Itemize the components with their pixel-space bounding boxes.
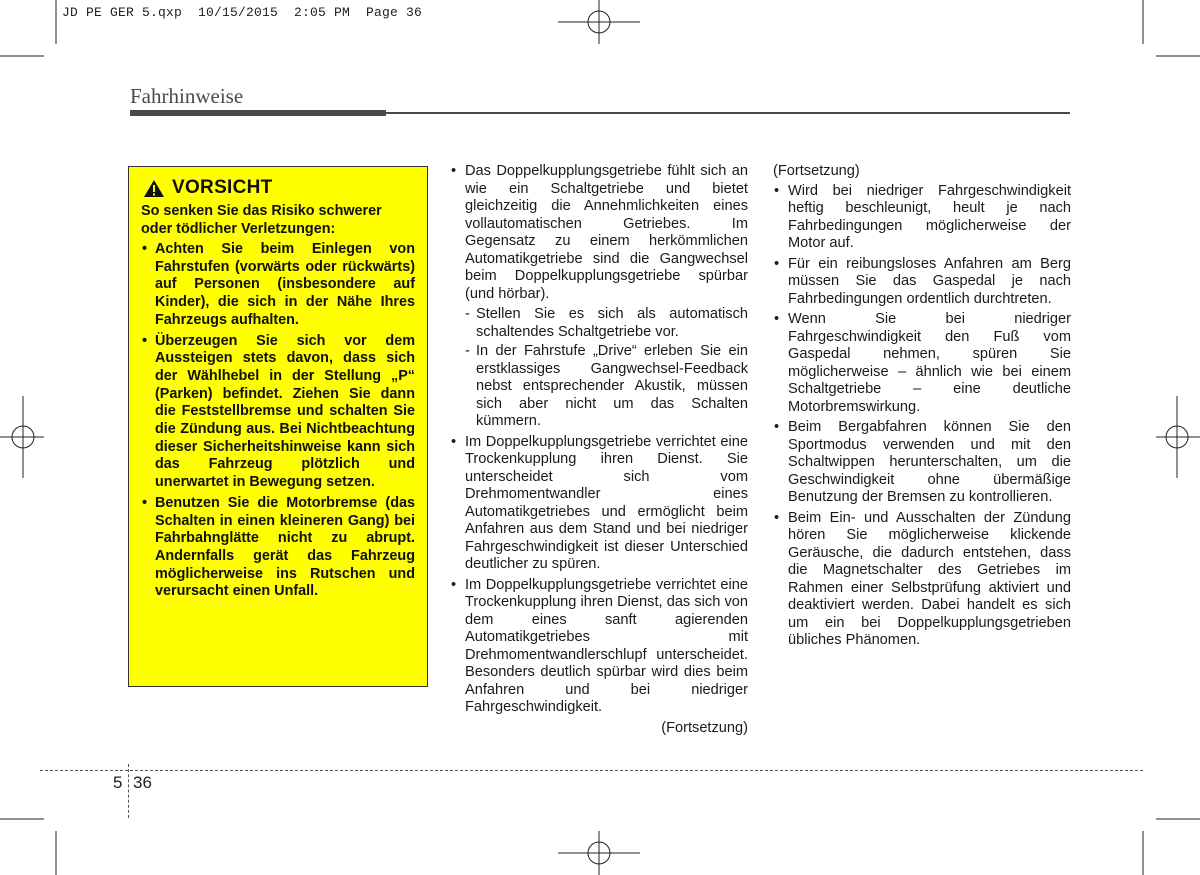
- warning-list: [141, 241, 415, 601]
- page-number: 36: [133, 773, 152, 792]
- list-item: • Im Doppelkupplungsgetriebe verrichtet eine Trockenkupplung ihren Dienst. Sie unterscheidet sich vom Drehmomentwandler eines Automatikgetriebes und ermöglicht beim Anfahren aus dem Stand und bei niedriger Fahrgeschwindigkeit ist dieser Unterschied deutlicher zu spüren.: [450, 434, 748, 574]
- warning-item: • Überzeugen Sie sich vor dem Aussteigen stets davon, dass sich der Wählhebel in der Stellung „P“ (Parken) befindet. Ziehen Sie dann die Feststellbremse und schalten Sie die Zündung aus. Bei Nichtbeachtung dieser Sicherheitshinweise kann sich das Fahrzeug plötzlich und unerwartet in Bewegung setzen.: [141, 333, 415, 492]
- list-item: • Wird bei niedriger Fahrgeschwindigkeit heftig beschleunigt, heult je nach Fahrbedingungen möglicherweise der Motor auf.: [773, 183, 1071, 253]
- warning-header: [143, 177, 415, 199]
- chapter-number: 5: [113, 773, 123, 792]
- warning-item: • Benutzen Sie die Motorbremse (das Schalten in einen kleineren Gang) bei Fahrbahnglätte nicht zu abrupt. Andernfalls gerät das Fahrzeug möglicherweise ins Rutschen und verursacht einen Unfall.: [141, 495, 415, 601]
- right-column: [773, 163, 1071, 653]
- middle-column: [450, 163, 748, 737]
- list-item: [450, 163, 748, 431]
- warning-intro: So senken Sie das Risiko schwerer oder tödlicher Verletzungen:: [141, 203, 382, 237]
- continued-label: (Fortsetzung): [661, 719, 748, 736]
- sub-list-item: - Stellen Sie es sich als automatisch schaltendes Schaltgetriebe vor.: [450, 306, 748, 341]
- warning-triangle-icon: [143, 179, 165, 198]
- registration-mark-top: [558, 0, 640, 44]
- footer-page-divider: [128, 764, 129, 818]
- list-item: • Im Doppelkupplungsgetriebe verrichtet eine Trockenkupplung ihren Dienst, das sich von dem eines sanft agierenden Automatikgetriebes mit Drehmomentwandlerschlupf unterscheidet. Besonders deutlich spürbar wird dies beim Anfahren und bei niedriger Fahrgeschwindigkeit.: [450, 577, 748, 717]
- warning-box: [128, 166, 428, 687]
- section-rule-thick: [130, 110, 386, 116]
- registration-mark-right: [1156, 396, 1200, 478]
- list-item-text: Das Doppelkupplungsgetriebe fühlt sich an wie ein Schaltgetriebe und bietet gleichzeitig die Annehmlichkeiten eines vollautomatischen Getriebes. Im Gegensatz zu einem herkömmlichen Automatikgetriebe sind die Gangwechsel beim Doppelkupplungsgetriebe spürbar (und hörbar).: [465, 163, 748, 302]
- print-slug-header: JD PE GER 5.qxp 10/15/2015 2:05 PM Page 36: [62, 5, 423, 20]
- list-item: • Beim Bergabfahren können Sie den Sportmodus verwenden und mit den Schaltwippen herunterschalten, um die Geschwindigkeit ohne übermäßige Benutzung der Bremsen zu kontrollieren.: [773, 419, 1071, 507]
- footer-divider: [40, 770, 1143, 771]
- sub-list-item: - In der Fahrstufe „Drive“ erleben Sie ein erstklassiges Gangwechsel-Feedback nebst entsprechender Akustik, müssen sich aber nicht um das Schalten kümmern.: [450, 343, 748, 431]
- list-item: • Beim Ein- und Ausschalten der Zündung hören Sie möglicherweise klickende Geräusche, die dadurch entstehen, dass die Magnetschalter des Getriebes im Rahmen einer Selbstprüfung aktiviert und deaktiviert werden. Dabei handelt es sich um ein bei Doppelkupplungsgetrieben übliches Phänomen.: [773, 510, 1071, 650]
- section-title: Fahrhinweise: [130, 84, 244, 108]
- warning-title: VORSICHT: [172, 177, 273, 198]
- continued-label: (Fortsetzung): [773, 163, 860, 179]
- registration-mark-bottom: [558, 831, 640, 875]
- section-rule-thin: [386, 112, 1070, 114]
- registration-mark-left: [0, 396, 44, 478]
- list-item: • Für ein reibungsloses Anfahren am Berg müssen Sie das Gaspedal je nach Fahrbedingungen ordentlich durchtreten.: [773, 256, 1071, 309]
- list-item: • Wenn Sie bei niedriger Fahrgeschwindigkeit den Fuß vom Gaspedal nehmen, spüren Sie möglicherweise – ähnlich wie bei einem Schaltgetriebe – eine deutliche Motorbremswirkung.: [773, 311, 1071, 416]
- warning-item: • Achten Sie beim Einlegen von Fahrstufen (vorwärts oder rückwärts) auf Personen (insbesondere auf Kinder), die sich in der Nähe Ihres Fahrzeugs aufhalten.: [141, 241, 415, 330]
